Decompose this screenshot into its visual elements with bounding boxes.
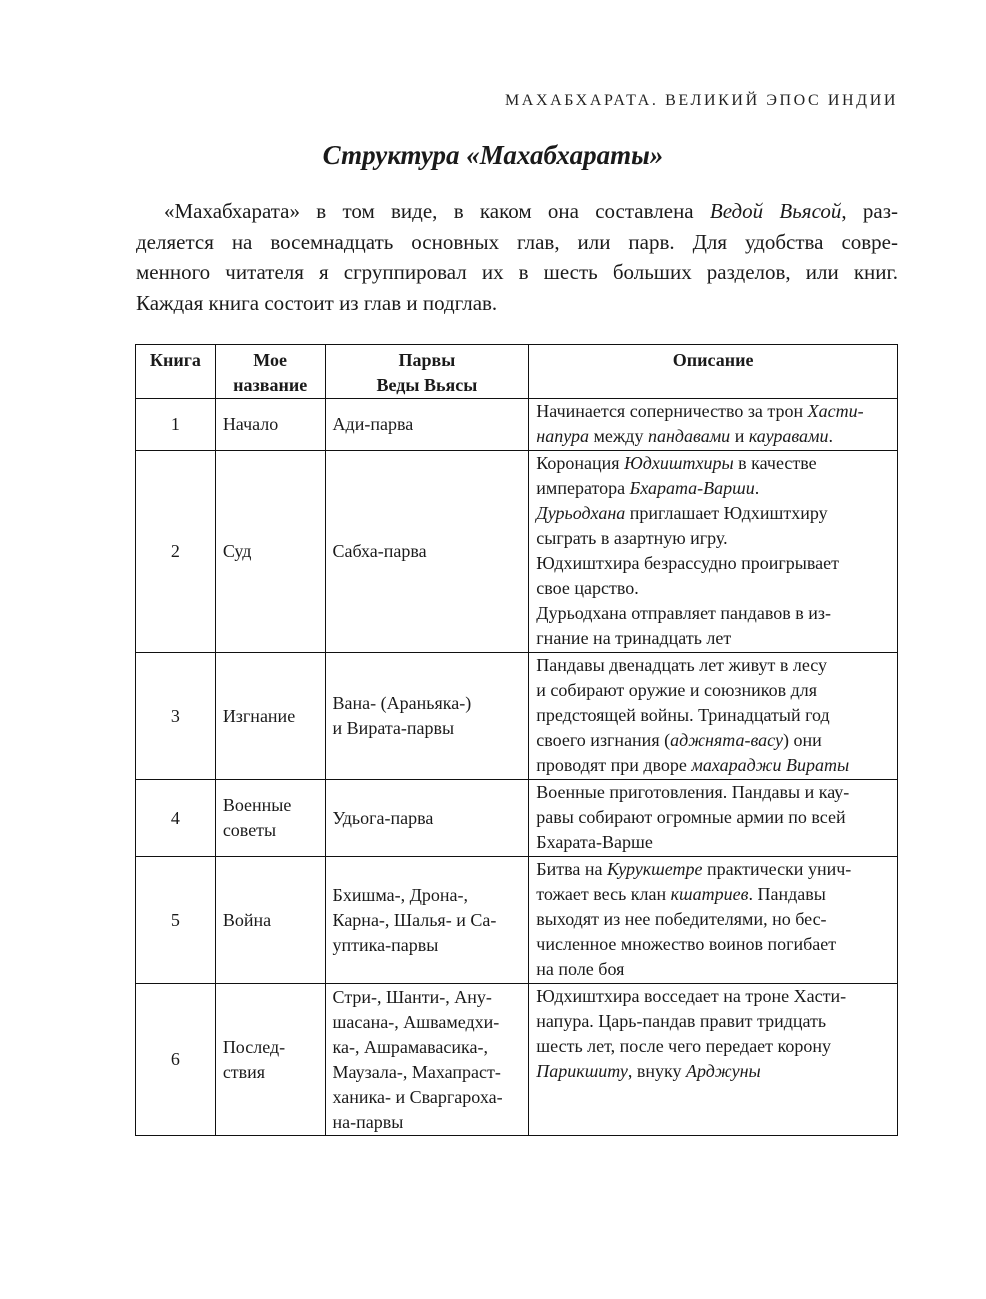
book-description: Военные приготовления. Пандавы и кау- равы собирают огромные армии по всей Бхарата-Варше	[529, 780, 898, 857]
book-number: 6	[136, 984, 216, 1136]
book-description: Начинается соперничество за трон Хасти- напура между пандавами и кауравами.	[529, 399, 898, 451]
book-number: 1	[136, 399, 216, 451]
parvas-table	[135, 344, 898, 1136]
intro-line: менного читателя я сгруппировал их в шесть больших разделов, или книг.	[136, 260, 898, 284]
book-number: 4	[136, 780, 216, 857]
book-name: Суд	[215, 451, 325, 653]
table-row	[136, 399, 898, 451]
book-parvas: Удьога-парва	[325, 780, 529, 857]
running-header: МАХАБХАРАТА. ВЕЛИКИЙ ЭПОС ИНДИИ	[504, 92, 898, 109]
book-description: Пандавы двенадцать лет живут в лесу и собирают оружие и союзников для предстоящей войны. Тринадцатый год своего изгнания (аджнята-васу) они проводят при дворе махараджи Вираты	[529, 653, 898, 780]
table-row	[136, 780, 898, 857]
book-description: Коронация Юдхиштхиры в качестве императора Бхарата-Варши. Дурьодхана приглашает Юдхиштхиру сыграть в азартную игру. Юдхиштхира безрассудно проигрывает свое царство. Дурьодхана отправляет пандавов в из- гнание на тринадцать лет	[529, 451, 898, 653]
section-title: Структура «Махабхараты»	[322, 140, 664, 170]
book-parvas: Ади-парва	[325, 399, 529, 451]
book-description: Юдхиштхира восседает на троне Хасти- напура. Царь-пандав правит тридцать шесть лет, после чего передает корону Парикшиту, внуку Арджуны	[529, 984, 898, 1136]
book-name: Начало	[215, 399, 325, 451]
header-parvas: Парвы Веды Вьясы	[325, 345, 529, 399]
book-number: 3	[136, 653, 216, 780]
book-parvas: Бхишма-, Дрона-, Карна-, Шалья- и Са- уптика-парвы	[325, 857, 529, 984]
table-row	[136, 984, 898, 1136]
book-parvas: Вана- (Араньяка-) и Вирата-парвы	[325, 653, 529, 780]
header-my-name: Мое название	[215, 345, 325, 399]
book-description: Битва на Курукшетре практически унич- тожает весь клан кшатриев. Пандавы выходят из нее победителями, но бес- численное множество воинов погибает на поле боя	[529, 857, 898, 984]
intro-paragraph	[136, 196, 898, 318]
table-row	[136, 451, 898, 653]
book-number: 2	[136, 451, 216, 653]
book-name: Изгнание	[215, 653, 325, 780]
intro-line: Каждая книга состоит из глав и подглав.	[136, 290, 498, 315]
book-number: 5	[136, 857, 216, 984]
intro-line: деляется на восемнадцать основных глав, или парв. Для удобства совре-	[136, 229, 898, 254]
book-parvas: Стри-, Шанти-, Ану- шасана-, Ашвамедхи- ка-, Ашрамавасика-, Маузала-, Махапраст- ханика- и Сваргароха- на-парвы	[325, 984, 529, 1136]
intro-line: «Махабхарата» в том виде, в каком она составлена Ведой Вьясой, раз-	[164, 199, 899, 223]
book-name: Война	[215, 857, 325, 984]
book-name: Послед- ствия	[215, 984, 325, 1136]
header-book: Книга	[136, 345, 216, 399]
header-description: Описание	[529, 345, 898, 399]
book-parvas: Сабха-парва	[325, 451, 529, 653]
table-row	[136, 857, 898, 984]
book-name: Военные советы	[215, 780, 325, 857]
table-header-row	[136, 345, 898, 399]
table-row	[136, 653, 898, 780]
